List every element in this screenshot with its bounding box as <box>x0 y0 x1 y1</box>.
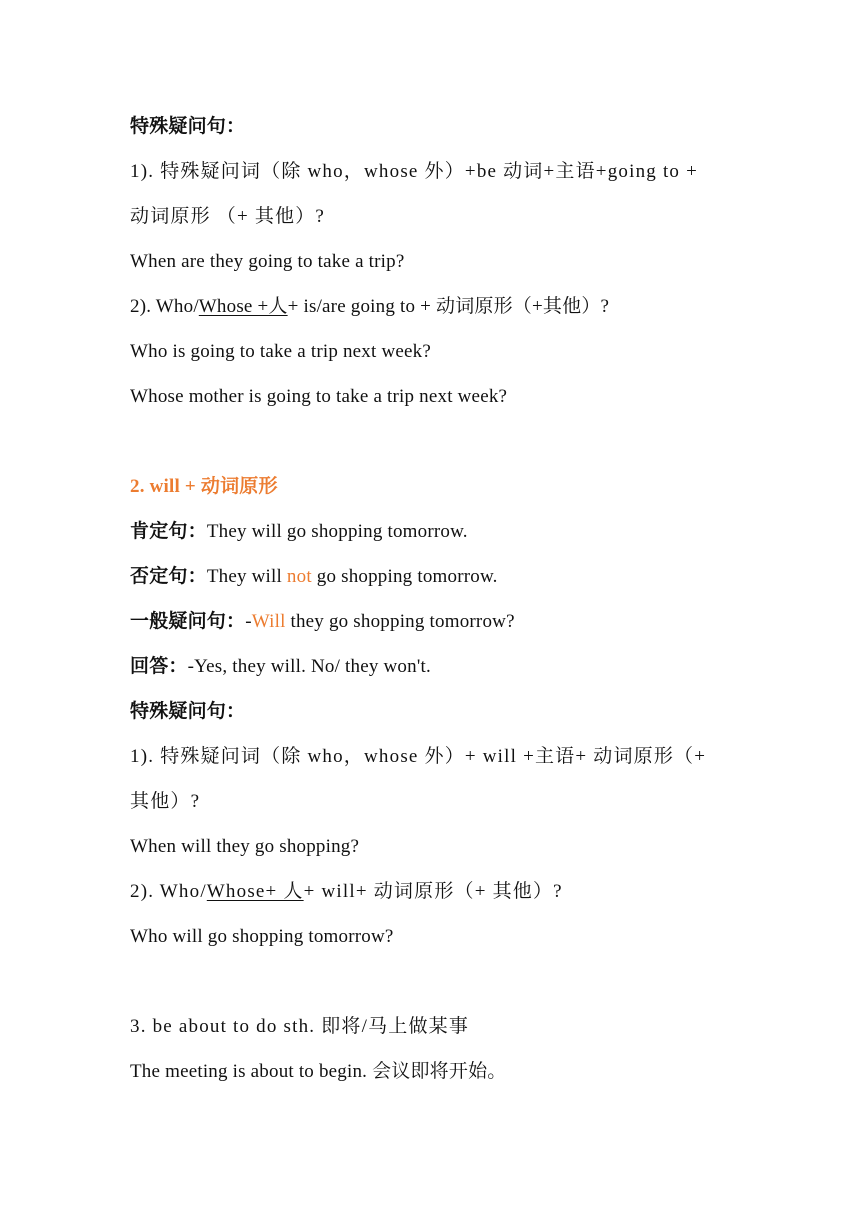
negative-label: 否定句： <box>130 566 207 587</box>
rule-1-line-2: 其他）? <box>130 791 201 812</box>
special-question-heading: 特殊疑问句： <box>130 116 246 137</box>
answer-label: 回答： <box>130 656 188 677</box>
rule-1-line-1: 1). 特殊疑问词（除 who，whose 外）+be 动词+主语+going to + <box>130 161 698 182</box>
answer-line <box>130 655 431 679</box>
question-post: they go shopping tomorrow? <box>285 611 515 632</box>
special-question-heading: 特殊疑问句： <box>130 701 246 722</box>
example-sentence: Whose mother is going to take a trip next week? <box>130 386 508 407</box>
negative-post: go shopping tomorrow. <box>311 566 498 587</box>
rule-1-line-2: 动词原形 （+ 其他）? <box>130 206 326 227</box>
example-sentence: Who will go shopping tomorrow? <box>130 926 394 947</box>
question-highlight: Will <box>251 611 286 632</box>
example-sentence: The meeting is about to begin. 会议即将开始。 <box>130 1061 507 1082</box>
affirmative-line <box>130 520 468 544</box>
example-sentence: When will they go shopping? <box>130 836 360 857</box>
example-sentence: Who is going to take a trip next week? <box>130 341 431 362</box>
rule-2-suffix: + is/are going to + 动词原形（+其他）? <box>287 296 610 317</box>
negative-highlight: not <box>286 566 312 587</box>
rule-2-line <box>130 880 563 904</box>
rule-2-underlined: Whose+ 人 <box>206 881 304 902</box>
affirmative-label: 肯定句： <box>130 521 207 542</box>
question-label: 一般疑问句： <box>130 611 246 632</box>
negative-line <box>130 565 498 589</box>
rule-2-prefix: 2). Who/ <box>130 296 199 317</box>
question-dash: - <box>245 611 252 632</box>
general-question-line <box>130 610 515 634</box>
will-section-heading: 2. will + 动词原形 <box>130 476 278 497</box>
rule-2-prefix: 2). Who/ <box>130 881 207 902</box>
answer-text: -Yes, they will. No/ they won't. <box>187 656 431 677</box>
rule-2-line <box>130 295 609 319</box>
rule-2-suffix: + will+ 动词原形（+ 其他）? <box>303 881 563 902</box>
about-to-heading: 3. be about to do sth. 即将/马上做某事 <box>130 1016 470 1037</box>
affirmative-text: They will go shopping tomorrow. <box>206 521 468 542</box>
rule-1-line-1: 1). 特殊疑问词（除 who，whose 外）+ will +主语+ 动词原形（+ <box>130 746 707 767</box>
negative-pre: They will <box>206 566 287 587</box>
rule-2-underlined: Whose +人 <box>198 296 288 317</box>
example-sentence: When are they going to take a trip? <box>130 251 405 272</box>
